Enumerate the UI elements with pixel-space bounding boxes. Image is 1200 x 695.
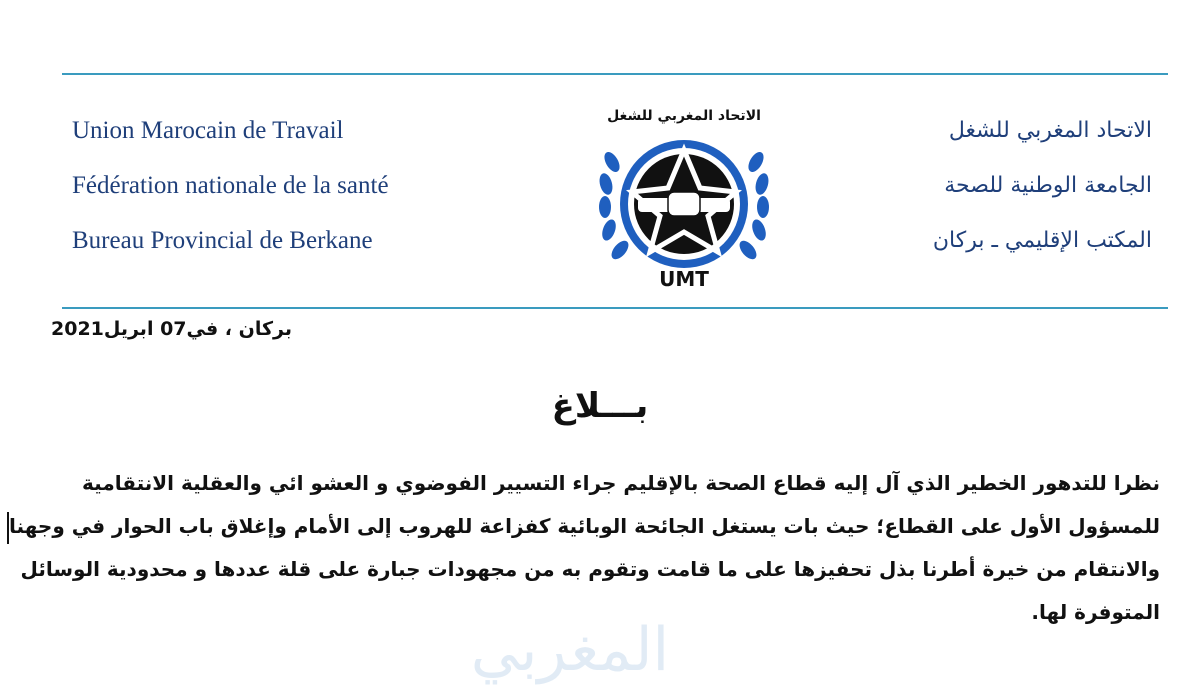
french-bureau-name: Bureau Provincial de Berkane [72, 227, 373, 254]
header-top-rule [62, 73, 1168, 75]
header-bottom-rule [62, 307, 1168, 309]
document-title: بـــلاغ [551, 386, 649, 426]
logo-ring-text: الاتحاد المغربي للشغل [607, 108, 761, 124]
umt-logo [596, 92, 772, 292]
arabic-header [933, 112, 1152, 277]
french-federation-name: Fédération nationale de la santé [72, 172, 389, 199]
body-line-4: المتوفرة لها. [1031, 600, 1160, 624]
arabic-bureau-name: المكتب الإقليمي ـ بركان [932, 228, 1152, 253]
arabic-org-name: الاتحاد المغربي للشغل [948, 118, 1152, 143]
french-header [72, 112, 389, 277]
body-line-3: والانتقام من خيرة أطرنا بذل تحفيزها على ما قامت وتقوم به من مجهودات جبارة على قلة عددها و محدودية الوسائل [20, 557, 1160, 581]
date-line: بركان ، في07 ابريل2021 [51, 318, 292, 340]
logo-acronym: UMT [659, 267, 709, 291]
body-line-1: نظرا للتدهور الخطير الذي آل إليه قطاع الصحة بالإقليم جراء التسيير الفوضوي و العشو ائي والعقلية الانتقامية [82, 471, 1160, 495]
background-watermark: المغربي [470, 615, 670, 685]
communique-body [9, 462, 1160, 634]
body-line-2-text: للمسؤول الأول على القطاع؛ حيث بات يستغل الجائحة الوبائية كفزاعة للهروب إلى الأمام وإغلاق باب الحوار في وجهنا [9, 514, 1160, 538]
body-line-2 [9, 505, 1160, 548]
arabic-federation-name: الجامعة الوطنية للصحة [944, 173, 1152, 198]
french-org-name: Union Marocain de Travail [72, 117, 344, 144]
